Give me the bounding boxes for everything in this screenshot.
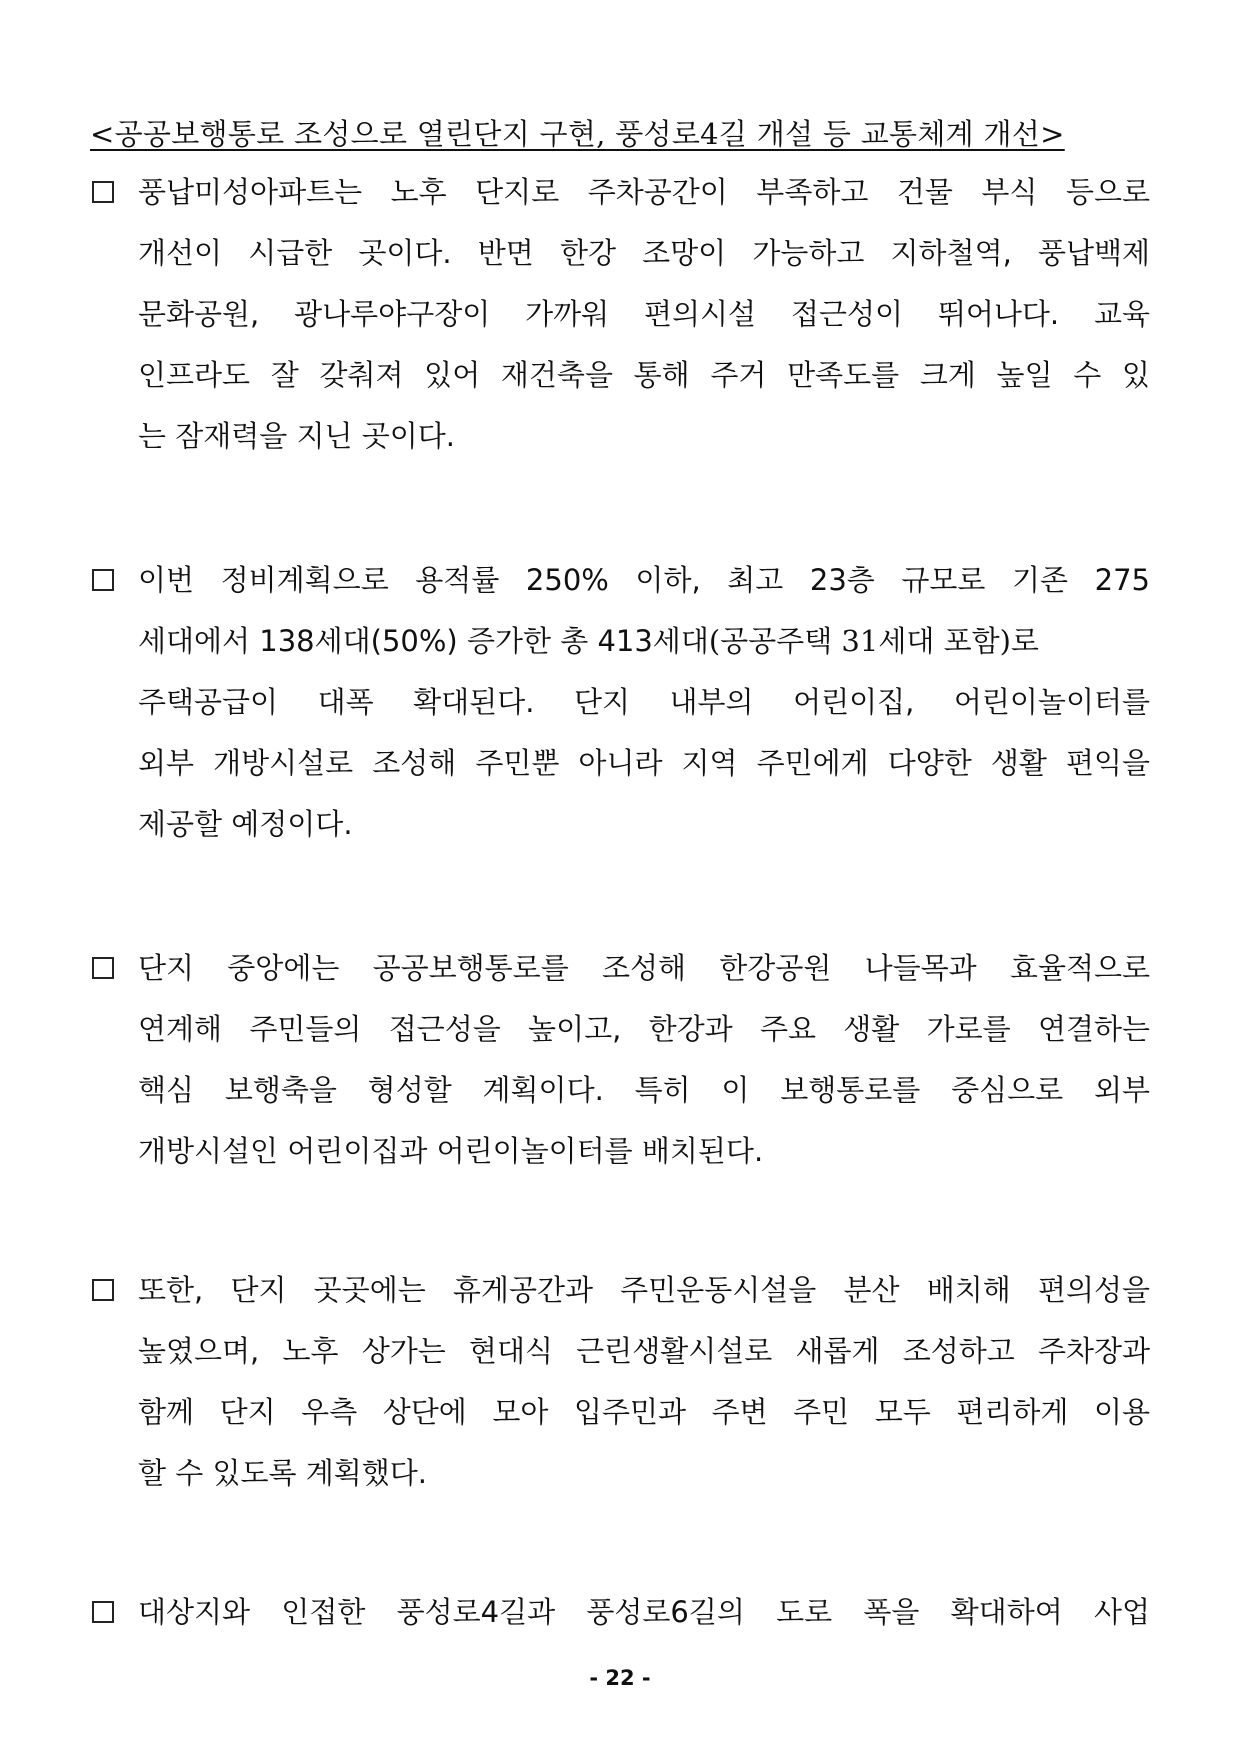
paragraph-line: 주택공급이 대폭 확대된다. 단지 내부의 어린이집, 어린이놀이터를 (138, 685, 1150, 719)
paragraph-line: 개방시설인 어린이집과 어린이놀이터를 배치된다. (138, 1134, 764, 1168)
paragraph-line: 문화공원, 광나루야구장이 가까워 편의시설 접근성이 뛰어나다. 교육 (138, 297, 1150, 331)
checkbox-bullet-icon (92, 1279, 114, 1301)
line-text: 세대에서 138세대(50%) 증가한 총 413세대 (138, 624, 709, 658)
paragraph-line: 는 잠재력을 지닌 곳이다. (138, 419, 456, 453)
paragraph-line: 또한, 단지 곳곳에는 휴게공간과 주민운동시설을 분산 배치해 편의성을 (138, 1273, 1150, 1307)
paragraph-line: 연계해 주민들의 접근성을 높이고, 한강과 주요 생활 가로를 연결하는 (138, 1012, 1150, 1046)
paragraph-line: 높였으며, 노후 상가는 현대식 근린생활시설로 새롭게 조성하고 주차장과 (138, 1334, 1150, 1368)
paragraph-line: 외부 개방시설로 조성해 주민뿐 아니라 지역 주민에게 다양한 생활 편익을 (138, 746, 1150, 780)
section-heading: <공공보행통로 조성으로 열린단지 구현, 풍성로4길 개설 등 교통체계 개선> (90, 117, 1065, 151)
paragraph-line: 단지 중앙에는 공공보행통로를 조성해 한강공원 나들목과 효율적으로 (138, 951, 1150, 985)
checkbox-bullet-icon (92, 957, 114, 979)
paragraph-line: 인프라도 잘 갖춰져 있어 재건축을 통해 주거 만족도를 크게 높일 수 있 (138, 358, 1150, 392)
page-number: - 22 - (589, 1666, 651, 1690)
paragraph-line: 개선이 시급한 곳이다. 반면 한강 조망이 가능하고 지하철역, 풍납백제 (138, 236, 1150, 270)
paragraph-line: 할 수 있도록 계획했다. (138, 1456, 427, 1490)
paragraph-line: 핵심 보행축을 형성할 계획이다. 특히 이 보행통로를 중심으로 외부 (138, 1073, 1150, 1107)
paragraph-line: 이번 정비계획으로 용적률 250% 이하, 최고 23층 규모로 기존 275 (138, 563, 1150, 597)
paragraph-line (138, 617, 1150, 665)
paragraph-line: 대상지와 인접한 풍성로4길과 풍성로6길의 도로 폭을 확대하여 사업 (138, 1595, 1150, 1629)
checkbox-bullet-icon (92, 569, 114, 591)
paragraph-line: 제공할 예정이다. (138, 807, 353, 841)
checkbox-bullet-icon (92, 181, 114, 203)
paragraph-line: 풍납미성아파트는 노후 단지로 주차공간이 부족하고 건물 부식 등으로 (138, 175, 1150, 209)
paragraph-line: 함께 단지 우측 상단에 모아 입주민과 주변 주민 모두 편리하게 이용 (138, 1395, 1150, 1429)
line-text-tail: 로 (1010, 624, 1039, 658)
checkbox-bullet-icon (92, 1601, 114, 1623)
public-housing-note: (공공주택 31세대 포함) (708, 624, 1011, 658)
